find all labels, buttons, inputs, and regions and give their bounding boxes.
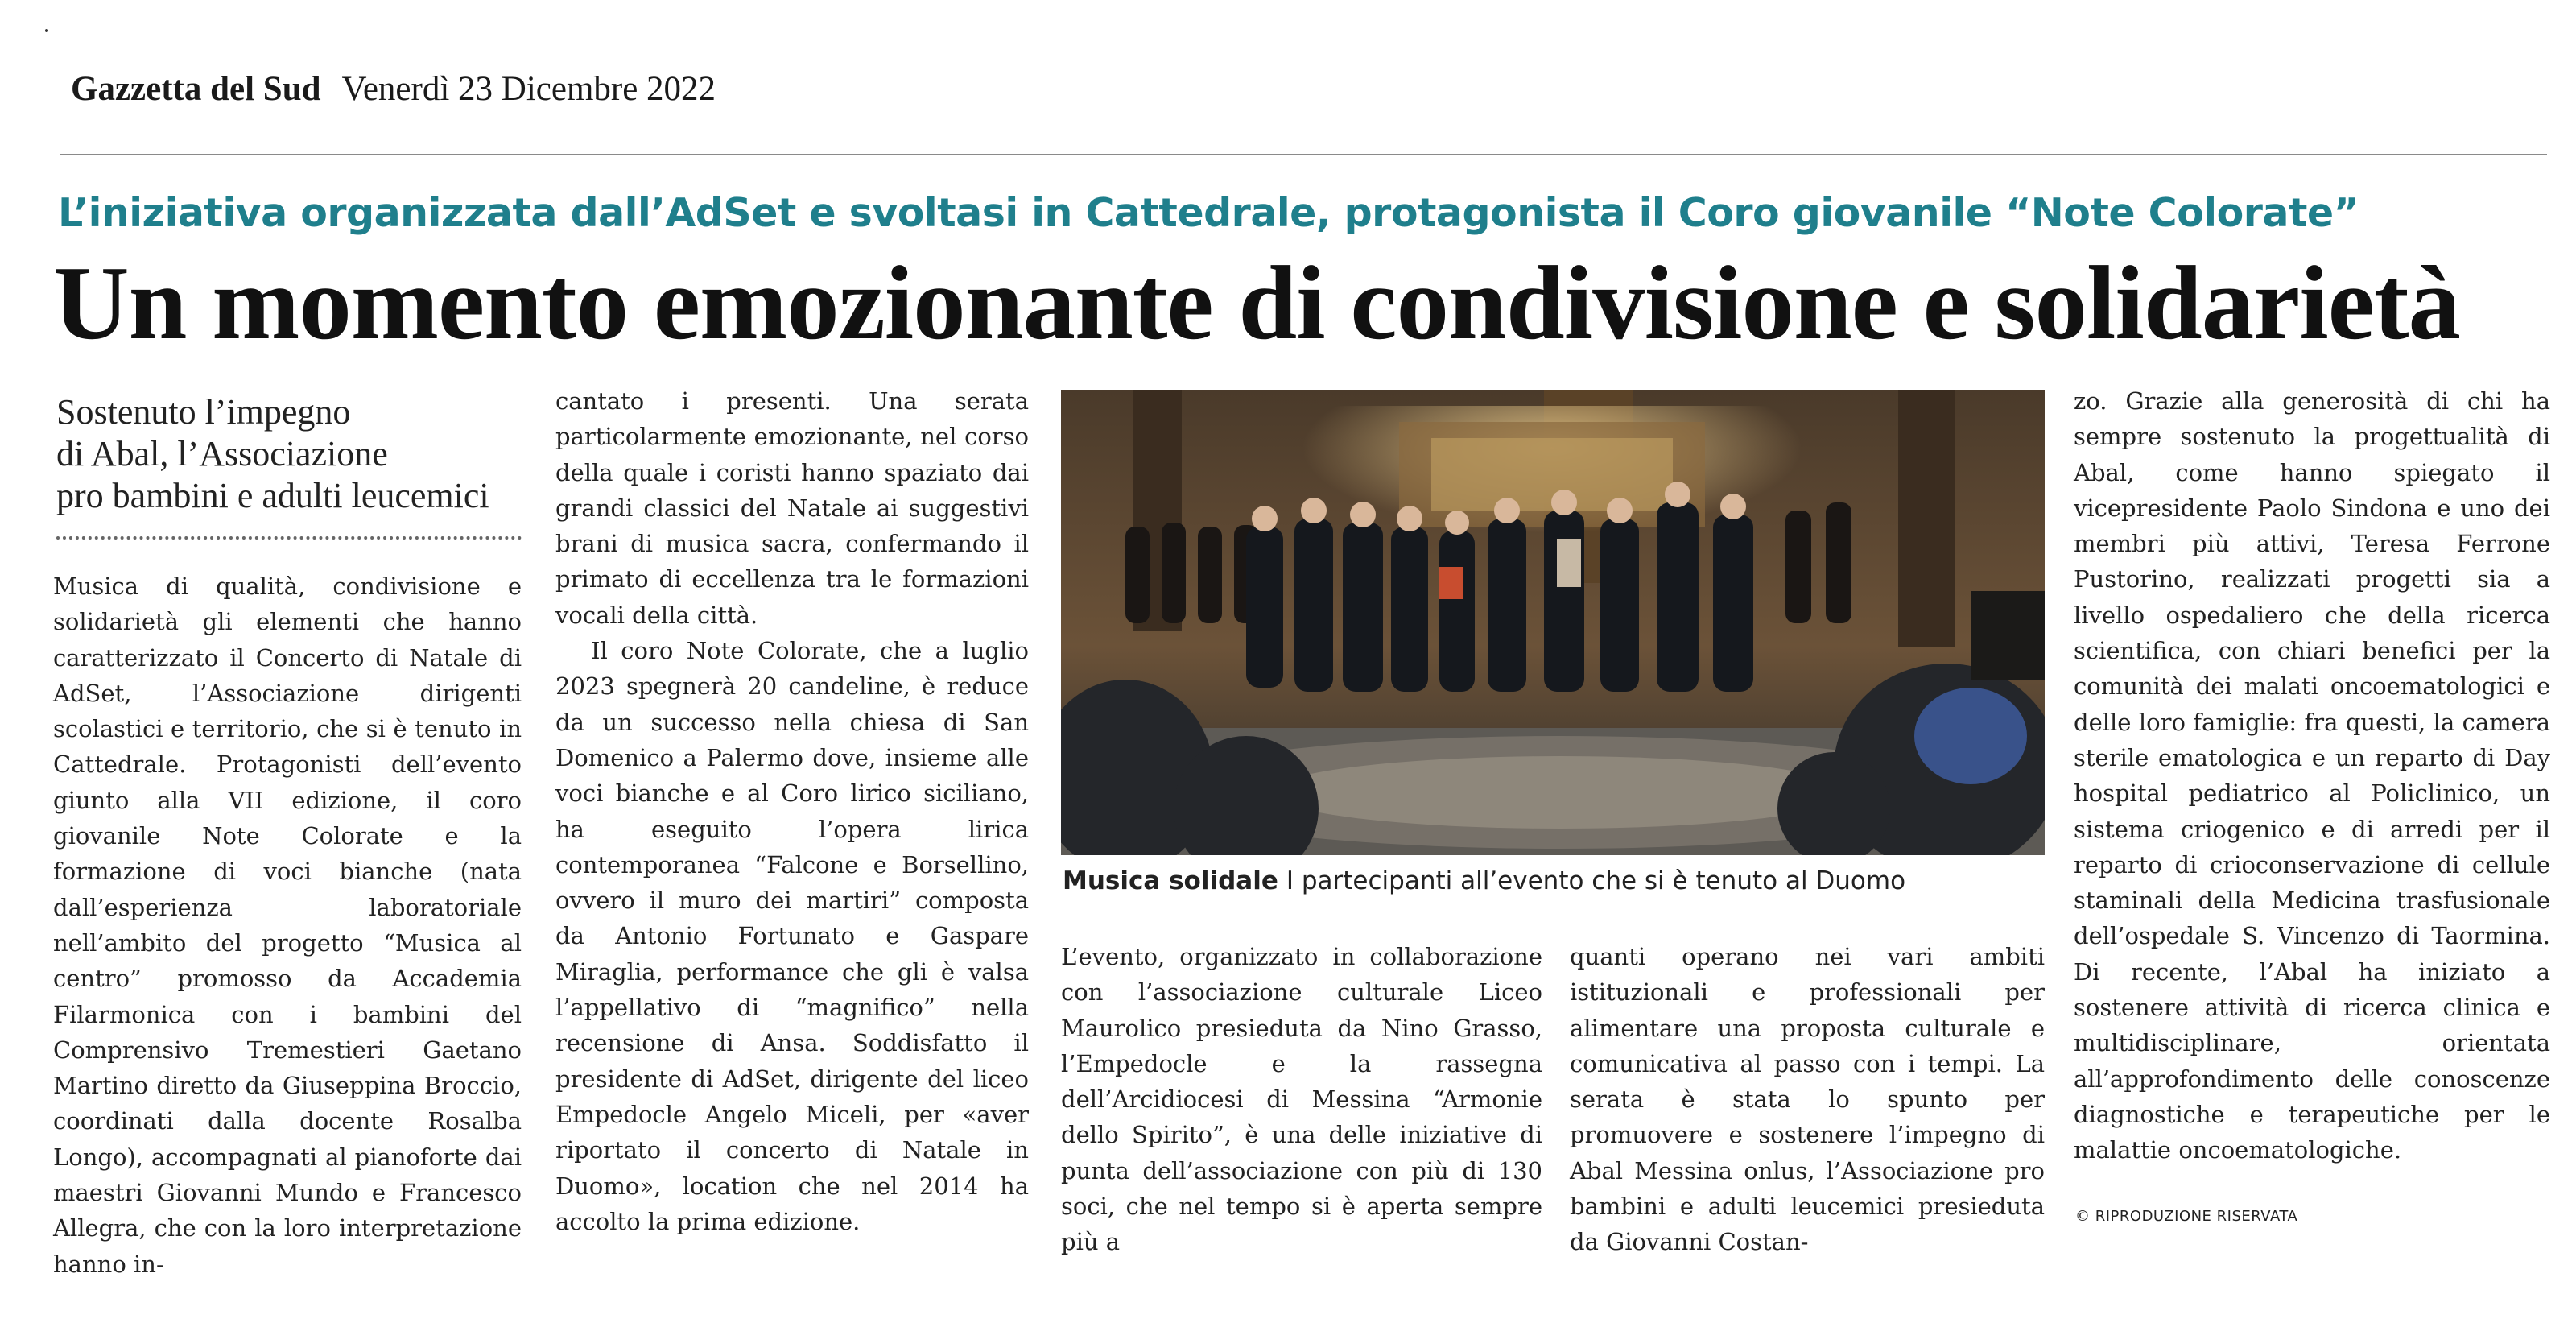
article-column-1 [53, 568, 522, 1282]
paragraph: cantato i presenti. Una serata particolarmente emozionante, nel corso della quale i coristi hanno spaziato dai grandi classici del Natale ai suggestivi brani di musica sacra, confermando il primato di eccellenza tra le formazioni vocali della città. [555, 387, 1029, 629]
subheadline [56, 391, 523, 517]
kicker: L’iniziativa organizzata dall’AdSet e svoltasi in Cattedrale, protagonista il Coro giovanile “Note Colorate” [58, 190, 2359, 236]
subhead-divider [56, 536, 522, 540]
headline: Un momento emozionante di condivisione e solidarietà [53, 245, 2460, 362]
corner-dot [45, 29, 48, 32]
copyright-notice: © RIPRODUZIONE RISERVATA [2075, 1208, 2298, 1225]
masthead [71, 69, 716, 118]
paragraph: Musica di qualità, condivisione e solidarietà gli elementi che hanno caratterizzato il Concerto di Natale di AdSet, l’Associazione dirigenti scolastici e territorio, che si è tenuto in Cattedrale. Protagonisti dell’evento giunto alla VII edizione, il coro giovanile Note Colorate e la formazione di voci bianche (nata dall’esperienza laboratoriale nell’ambito del progetto “Musica al centro” promosso da Accademia Filarmonica con i bambini del Comprensivo Tremestieri Gaetano Martino diretto da Giuseppina Broccio, coordinati dalla docente Rosalba Longo), accompagnati al pianoforte dai maestri Giovanni Mundo e Francesco Allegra, che con la loro interpretazione hanno in- [53, 573, 522, 1278]
subhead-line: pro bambini e adulti leucemici [56, 476, 489, 515]
subhead-line: di Abal, l’Associazione [56, 434, 388, 473]
paragraph: Il coro Note Colorate, che a luglio 2023 spegnerà 20 candeline, è reduce da un successo nella chiesa di San Domenico a Palermo dove, insieme alle voci bianche e al Coro lirico siciliano, ha eseguito l’opera lirica contemporanea “Falcone e Borsellino, ovvero il muro dei martiri” composta da Antonio Fortunato e Gaspare Miraglia, performance che gli è valsa l’appellativo di “magnifico” nella recensione di Ansa. Soddisfatto il presidente di AdSet, dirigente del liceo Empedocle Angelo Miceli, per «aver riportato il concerto di Natale in Duomo», location che nel 2014 ha accolto la prima edizione. [555, 637, 1029, 1235]
article-column-5 [2074, 383, 2550, 1168]
photo-caption [1063, 866, 2045, 895]
caption-title: Musica solidale [1063, 866, 1278, 895]
paragraph: zo. Grazie alla generosità di chi ha sempre sostenuto la progettualità di Abal, come hanno spiegato il vicepresidente Paolo Sindona e uno dei membri più attivi, Teresa Ferrone Pustorino, realizzati progetti sia a livello ospedaliero che della ricerca scientifica, con chiari benefici per la comunità dei malati oncoematologici e delle loro famiglie: fra questi, la camera sterile ematologica e un reparto di Day hospital pediatrico al Policlinico, un sistema criogenico e di arredi per il reparto di crioconservazione di cellule staminali della Medicina trasfusionale dell’ospedale S. Vincenzo di Taormina. Di recente, l’Abal ha iniziato a sostenere attività di ricerca clinica e multidisciplinare, orientata all’approfondimento delle conoscenze diagnostiche e terapeutiche per le malattie oncoematologiche. [2074, 387, 2550, 1164]
masthead-rule [60, 154, 2547, 155]
choir-cathedral-image [1061, 390, 2045, 855]
paragraph: quanti operano nei vari ambiti istituzionali e professionali per alimentare una proposta culturale e comunicativa al passo con i tempi. La serata è stata lo spunto per promuovere e sostenere l’impegno di Abal Messina onlus, l’Associazione pro bambini e adulti leucemici presieduta da Giovanni Costan- [1570, 943, 2045, 1256]
article-column-2 [555, 383, 1029, 1239]
article-column-3 [1061, 939, 1542, 1260]
event-photo [1061, 390, 2045, 855]
paragraph: L’evento, organizzato in collaborazione con l’associazione culturale Liceo Maurolico presieduta da Nino Grasso, l’Empedocle e la rassegna dell’Arcidiocesi di Messina “Armonie dello Spirito”, è una delle iniziative di punta dell’associazione con più di 130 soci, che nel tempo si è aperta sempre più a [1061, 943, 1542, 1256]
article-column-4 [1570, 939, 2045, 1260]
caption-text: I partecipanti all’evento che si è tenuto al Duomo [1286, 866, 1906, 895]
subhead-line: Sostenuto l’impegno [56, 392, 351, 432]
newspaper-name: Gazzetta del Sud [71, 70, 321, 108]
publication-date: Venerdì 23 Dicembre 2022 [341, 70, 716, 108]
